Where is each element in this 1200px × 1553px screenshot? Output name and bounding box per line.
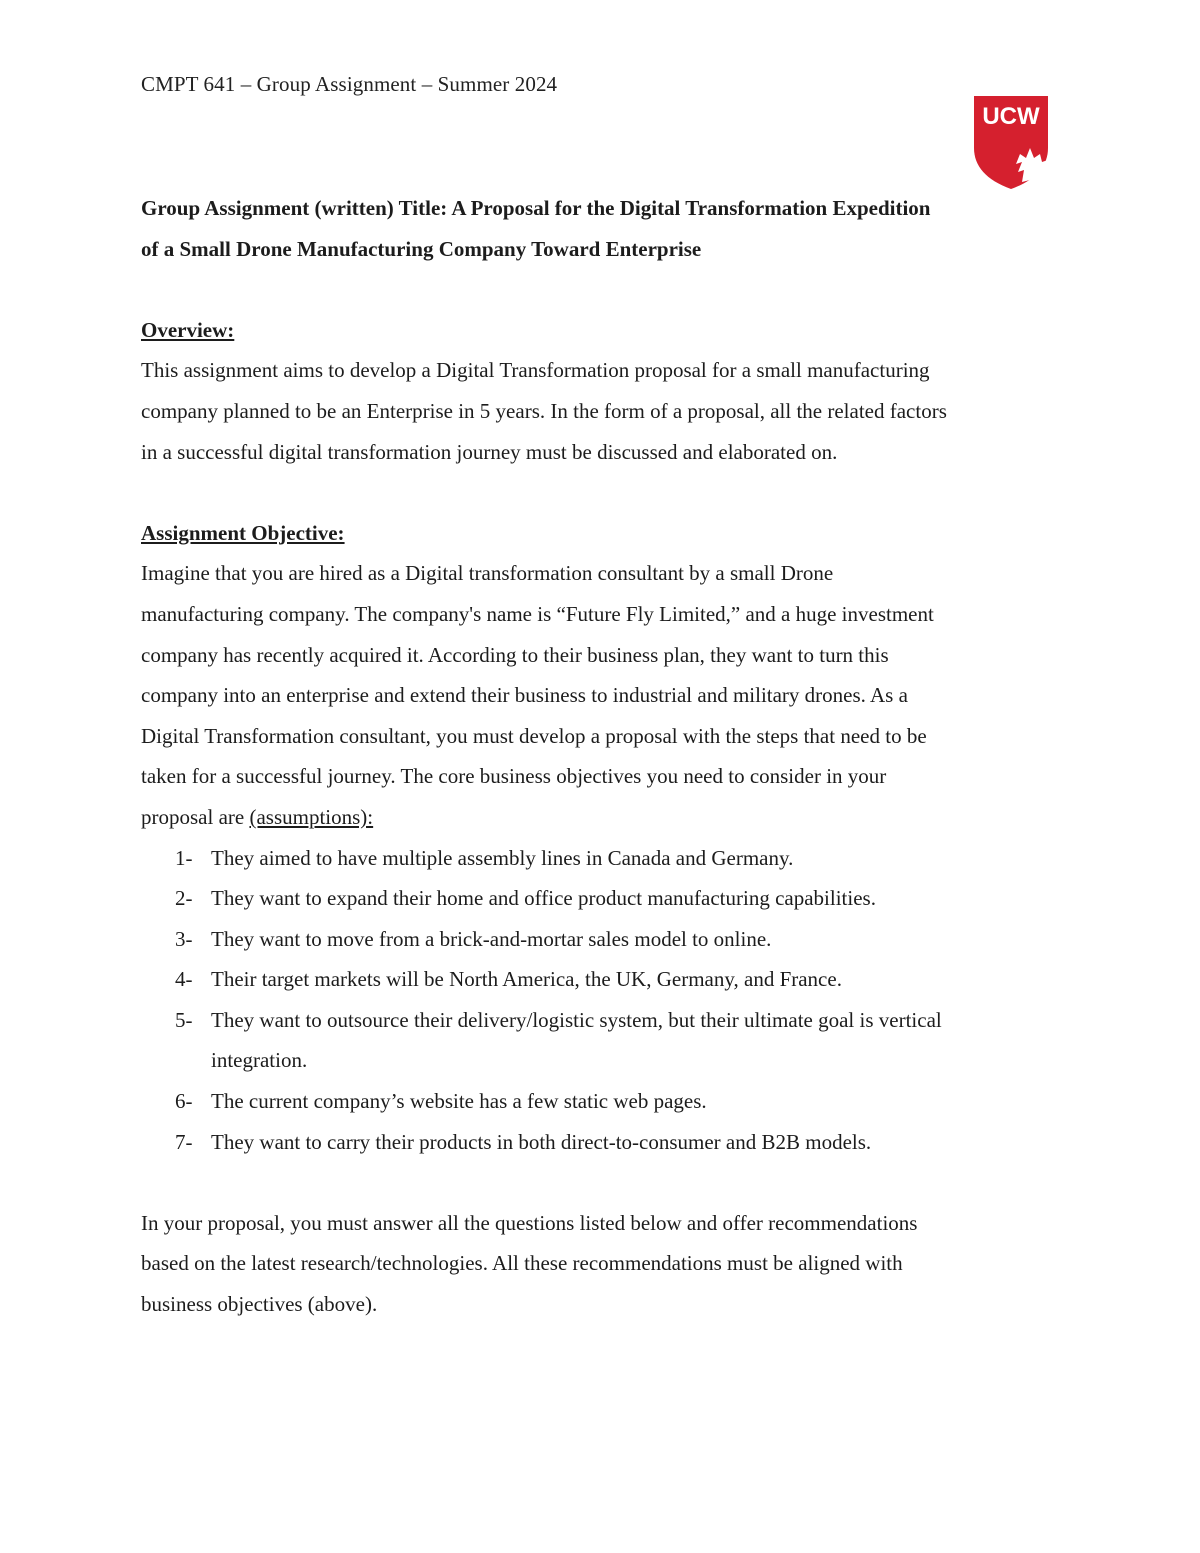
- objective-paragraph: [141, 553, 1061, 837]
- list-item-text: The current company’s website has a few static web pages.: [211, 1089, 707, 1114]
- closing-line: business objectives (above).: [141, 1292, 378, 1317]
- list-item-text: integration.: [211, 1048, 308, 1073]
- list-item-number: 4-: [175, 967, 193, 992]
- closing-line: based on the latest research/technologies. All these recommendations must be aligned with: [141, 1251, 903, 1276]
- overview-heading: Overview:: [141, 317, 235, 342]
- ucw-logo: [974, 96, 1048, 189]
- objective-line: Imagine that you are hired as a Digital transformation consultant by a small Drone: [141, 561, 834, 586]
- logo-text: UCW: [982, 103, 1040, 130]
- list-item-text: They want to outsource their delivery/logistic system, but their ultimate goal is vertical: [211, 1007, 942, 1032]
- list-item-number: 2-: [175, 886, 193, 911]
- title-line-1: Group Assignment (written) Title: A Proposal for the Digital Transformation Expedition: [141, 196, 931, 220]
- objective-line: company into an enterprise and extend their business to industrial and military drones. As a: [141, 683, 908, 708]
- list-item: [141, 919, 1061, 960]
- overview-line: This assignment aims to develop a Digital Transformation proposal for a small manufacturing: [141, 358, 930, 383]
- list-item: [141, 838, 1061, 879]
- list-item-number: 7-: [175, 1129, 193, 1154]
- list-item-number: 1-: [175, 845, 193, 870]
- business-objectives-list: [141, 838, 1061, 1163]
- list-item-text: They aimed to have multiple assembly lines in Canada and Germany.: [211, 845, 794, 870]
- ucw-shield-icon: [974, 96, 1048, 189]
- list-item-number: 3-: [175, 926, 193, 951]
- overview-paragraph: [141, 350, 1061, 472]
- objective-line: taken for a successful journey. The core business objectives you need to consider in your: [141, 764, 887, 789]
- list-item: [141, 878, 1061, 919]
- list-item: [141, 959, 1061, 1000]
- document-body: [141, 188, 1061, 1325]
- overview-line: company planned to be an Enterprise in 5 years. In the form of a proposal, all the related factors: [141, 398, 947, 423]
- list-item-text: They want to expand their home and office product manufacturing capabilities.: [211, 886, 876, 911]
- list-item-number: 6-: [175, 1089, 193, 1114]
- list-item: [141, 1122, 1061, 1163]
- list-item: [141, 1081, 1061, 1122]
- title-line-2: of a Small Drone Manufacturing Company Toward Enterprise: [141, 236, 702, 261]
- objective-line-prefix: proposal are: [141, 804, 250, 829]
- objective-line: Digital Transformation consultant, you must develop a proposal with the steps that need to be: [141, 723, 927, 748]
- objective-heading: Assignment Objective:: [141, 520, 345, 545]
- overview-line: in a successful digital transformation journey must be discussed and elaborated on.: [141, 439, 838, 464]
- list-item-text: They want to move from a brick-and-mortar sales model to online.: [211, 926, 772, 951]
- objective-line: manufacturing company. The company's name is “Future Fly Limited,” and a huge investment: [141, 601, 934, 626]
- list-item-number: 5-: [175, 1007, 193, 1032]
- list-item-text: They want to carry their products in both direct-to-consumer and B2B models.: [211, 1129, 872, 1154]
- course-header: CMPT 641 – Group Assignment – Summer 2024: [141, 72, 558, 96]
- closing-line: In your proposal, you must answer all the questions listed below and offer recommendations: [141, 1210, 918, 1235]
- assumptions-underlined: (assumptions):: [249, 804, 374, 829]
- assignment-title: [141, 188, 1061, 269]
- objective-line: company has recently acquired it. According to their business plan, they want to turn this: [141, 642, 889, 667]
- closing-paragraph: [141, 1203, 1061, 1325]
- list-item: [141, 1000, 1061, 1081]
- list-item-text: Their target markets will be North America, the UK, Germany, and France.: [211, 967, 842, 992]
